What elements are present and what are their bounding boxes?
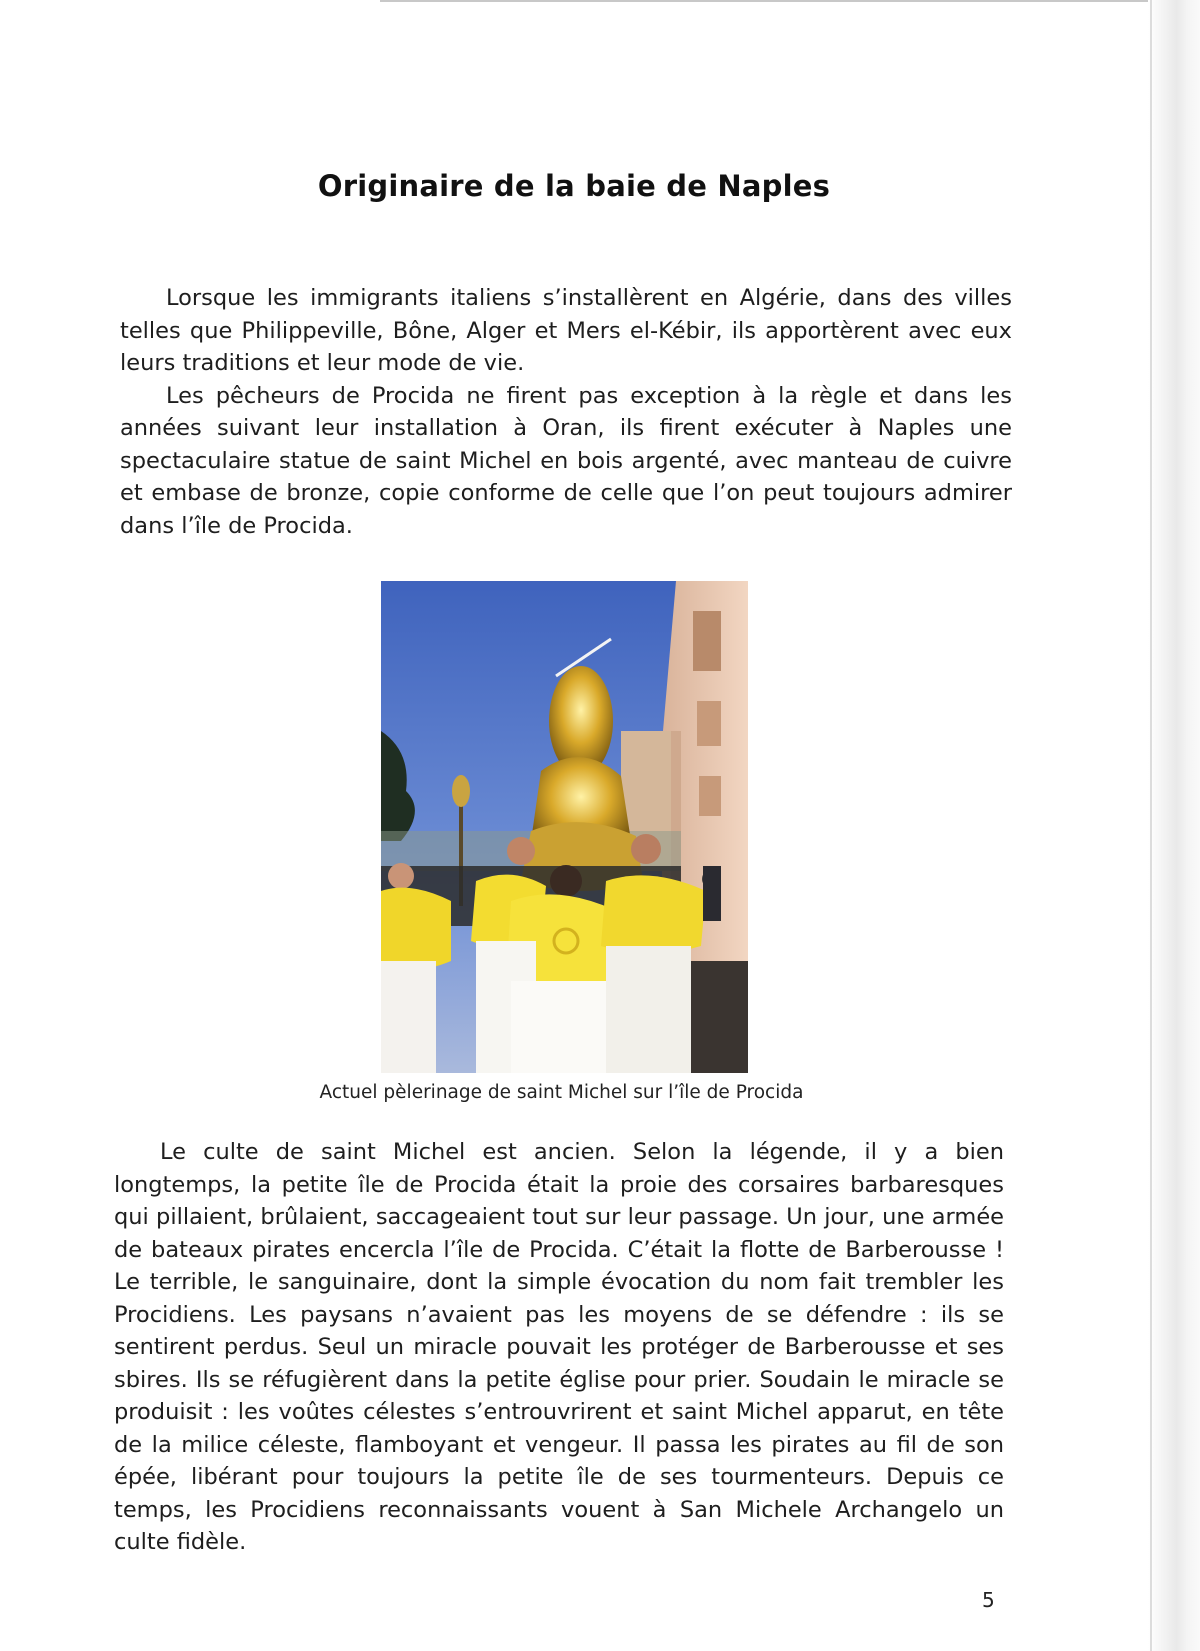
procession-photo xyxy=(381,581,748,1073)
photo-caption: Actuel pèlerinage de saint Michel sur l’île de Procida xyxy=(319,1082,804,1103)
book-spine-line xyxy=(1150,0,1152,1651)
book-spine-shadow xyxy=(1148,0,1200,1651)
page-number: 5 xyxy=(982,1588,995,1612)
page-top-edge xyxy=(380,0,1150,2)
procession-illustration xyxy=(381,581,748,1073)
legend-paragraph-1: Le culte de saint Michel est ancien. Selon la légende, il y a bien longtemps, la petite île de Procida était la proie des corsaires barbaresques qui pillaient, brûlaient, saccageaient tout sur leur passage. Un jour, une armée de bateaux pirates encercla l’île de Procida. C’était la flotte de Barberousse ! Le terrible, le sanguinaire, dont la simple évocation du nom fait trembler les Procidiens. Les paysans n’avaient pas les moyens de se défendre : ils se sentirent perdus. Seul un miracle pouvait les protéger de Barberousse et ses sbires. Ils se réfugièrent dans la petite église pour prier. Soudain le miracle se produisit : les voûtes célestes s’entrouvrirent et saint Michel apparut, en tête de la milice céleste, flamboyant et vengeur. Il passa les pirates au fil de son épée, libérant pour toujours la petite île de ses tourmenteurs. Depuis ce temps, les Procidiens reconnaissants vouent à San Michele Archangelo un culte fidèle. xyxy=(114,1139,1004,1555)
intro-text xyxy=(120,282,1012,542)
legend-text xyxy=(114,1136,1004,1559)
intro-paragraph-1: Lorsque les immigrants italiens s’installèrent en Algérie, dans des villes telles que Philippeville, Bône, Alger et Mers el-Kébir, ils apportèrent avec eux leurs traditions et leur mode de vie. xyxy=(120,285,1012,376)
page-title: Originaire de la baie de Naples xyxy=(317,169,831,204)
intro-paragraph-2: Les pêcheurs de Procida ne firent pas exception à la règle et dans les années suivant leur installation à Oran, ils firent exécuter à Naples une spectaculaire statue de saint Michel en bois argenté, avec manteau de cuivre et embase de bronze, copie conforme de celle que l’on peut toujours admirer dans l’île de Procida. xyxy=(120,382,1012,539)
